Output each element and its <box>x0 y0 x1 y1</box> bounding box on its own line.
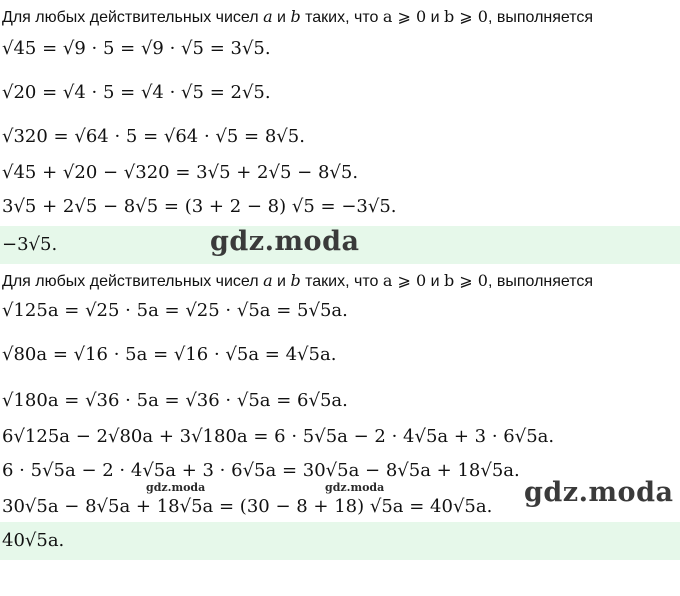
intro-prefix: Для любых действительных чисел <box>2 273 264 290</box>
condition-b: b ⩾ 0 <box>443 7 488 26</box>
answer-box-2 <box>0 522 680 560</box>
answer-text: −3√5. <box>2 234 58 255</box>
intro-suffix: , выполняется <box>487 273 594 290</box>
formula-line: 30√5a − 8√5a + 18√5a = (30 − 8 + 18) √5a = 40√5a. <box>2 496 493 517</box>
variable-a: a <box>263 7 273 26</box>
intro-prefix: Для любых действительных чисел <box>2 9 264 26</box>
intro-text-2 <box>2 270 678 292</box>
condition-b: b ⩾ 0 <box>443 271 488 290</box>
condition-a: a ⩾ 0 <box>382 271 427 290</box>
formula-line: √180a = √36 · 5a = √36 · √5a = 6√5a. <box>2 390 348 411</box>
watermark: gdz.moda <box>325 481 385 494</box>
intro-text-1 <box>2 6 678 28</box>
formula-line: √45 = √9 · 5 = √9 · √5 = 3√5. <box>2 38 271 59</box>
watermark: gdz.moda <box>524 477 674 508</box>
formula-line: √320 = √64 · 5 = √64 · √5 = 8√5. <box>2 126 305 147</box>
variable-b: b <box>290 271 301 290</box>
conjunction: и <box>426 273 444 290</box>
condition-a: a ⩾ 0 <box>382 7 427 26</box>
formula-line: √45 + √20 − √320 = 3√5 + 2√5 − 8√5. <box>2 162 359 183</box>
answer-text: 40√5a. <box>2 530 65 551</box>
conjunction: и <box>272 273 291 290</box>
watermark: gdz.moda <box>210 226 360 257</box>
formula-line: 6 · 5√5a − 2 · 4√5a + 3 · 6√5a = 30√5a − 8√5a + 18√5a. <box>2 460 520 481</box>
watermark: gdz.moda <box>146 481 206 494</box>
conjunction: и <box>272 9 291 26</box>
formula-line: 6√125a − 2√80a + 3√180a = 6 · 5√5a − 2 · 4√5a + 3 · 6√5a. <box>2 426 555 447</box>
formula-line: √125a = √25 · 5a = √25 · √5a = 5√5a. <box>2 300 348 321</box>
conjunction: и <box>426 9 444 26</box>
formula-line: √20 = √4 · 5 = √4 · √5 = 2√5. <box>2 82 271 103</box>
variable-b: b <box>290 7 301 26</box>
formula-line: √80a = √16 · 5a = √16 · √5a = 4√5a. <box>2 344 337 365</box>
variable-a: a <box>263 271 273 290</box>
intro-middle: таких, что <box>300 9 383 26</box>
intro-middle: таких, что <box>300 273 383 290</box>
formula-line: 3√5 + 2√5 − 8√5 = (3 + 2 − 8) √5 = −3√5. <box>2 196 397 217</box>
intro-suffix: , выполняется <box>487 9 594 26</box>
